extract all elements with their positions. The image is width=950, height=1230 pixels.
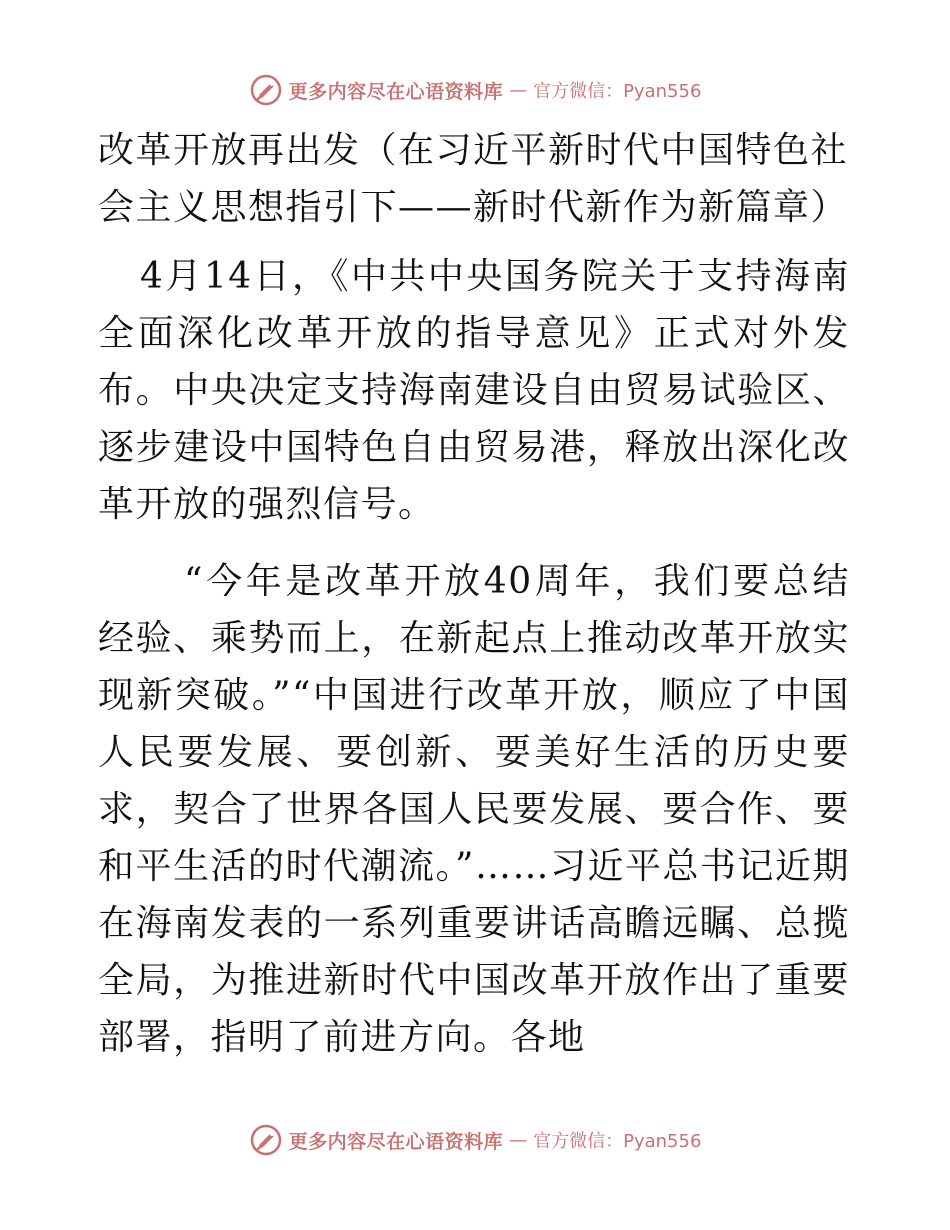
article-title: 改革开放再出发（在习近平新时代中国特色社会主义思想指引下——新时代新作为新篇章）	[98, 130, 849, 228]
footer-wechat-text: 官方微信：Pyan556	[533, 1131, 702, 1152]
header-wechat-text: 官方微信：Pyan556	[533, 81, 702, 102]
logo-icon	[249, 1123, 283, 1157]
header-brand-text: 更多内容尽在心语资料库	[288, 80, 504, 103]
paragraph-2: “今年是改革开放40周年，我们要总结经验、乘势而上，在新起点上推动改革开放实现新突破。”“中国进行改革开放，顺应了中国人民要发展、要创新、要美好生活的历史要求，契合了世界各国人民要发展、要合作、要和平生活的时代潮流。”……习近平总书记近期在海南发表的一系列重要讲话高瞻远瞩、总揽全局，为推进新时代中国改革开放作出了重要部署，指明了前进方向。各地	[98, 561, 850, 1058]
header-separator: —	[509, 79, 528, 101]
article-body	[98, 122, 850, 1086]
paragraph-1: 4月14日，《中共中央国务院关于支持海南全面深化改革开放的指导意见》正式对外发布。中央决定支持海南建设自由贸易试验区、逐步建设中国特色自由贸易港，释放出深化改革开放的强烈信号。	[98, 256, 850, 525]
footer-separator: —	[509, 1129, 528, 1151]
logo-icon	[249, 73, 283, 107]
footer-banner	[0, 1120, 950, 1160]
header-banner	[0, 70, 950, 110]
footer-brand-text: 更多内容尽在心语资料库	[288, 1130, 504, 1153]
